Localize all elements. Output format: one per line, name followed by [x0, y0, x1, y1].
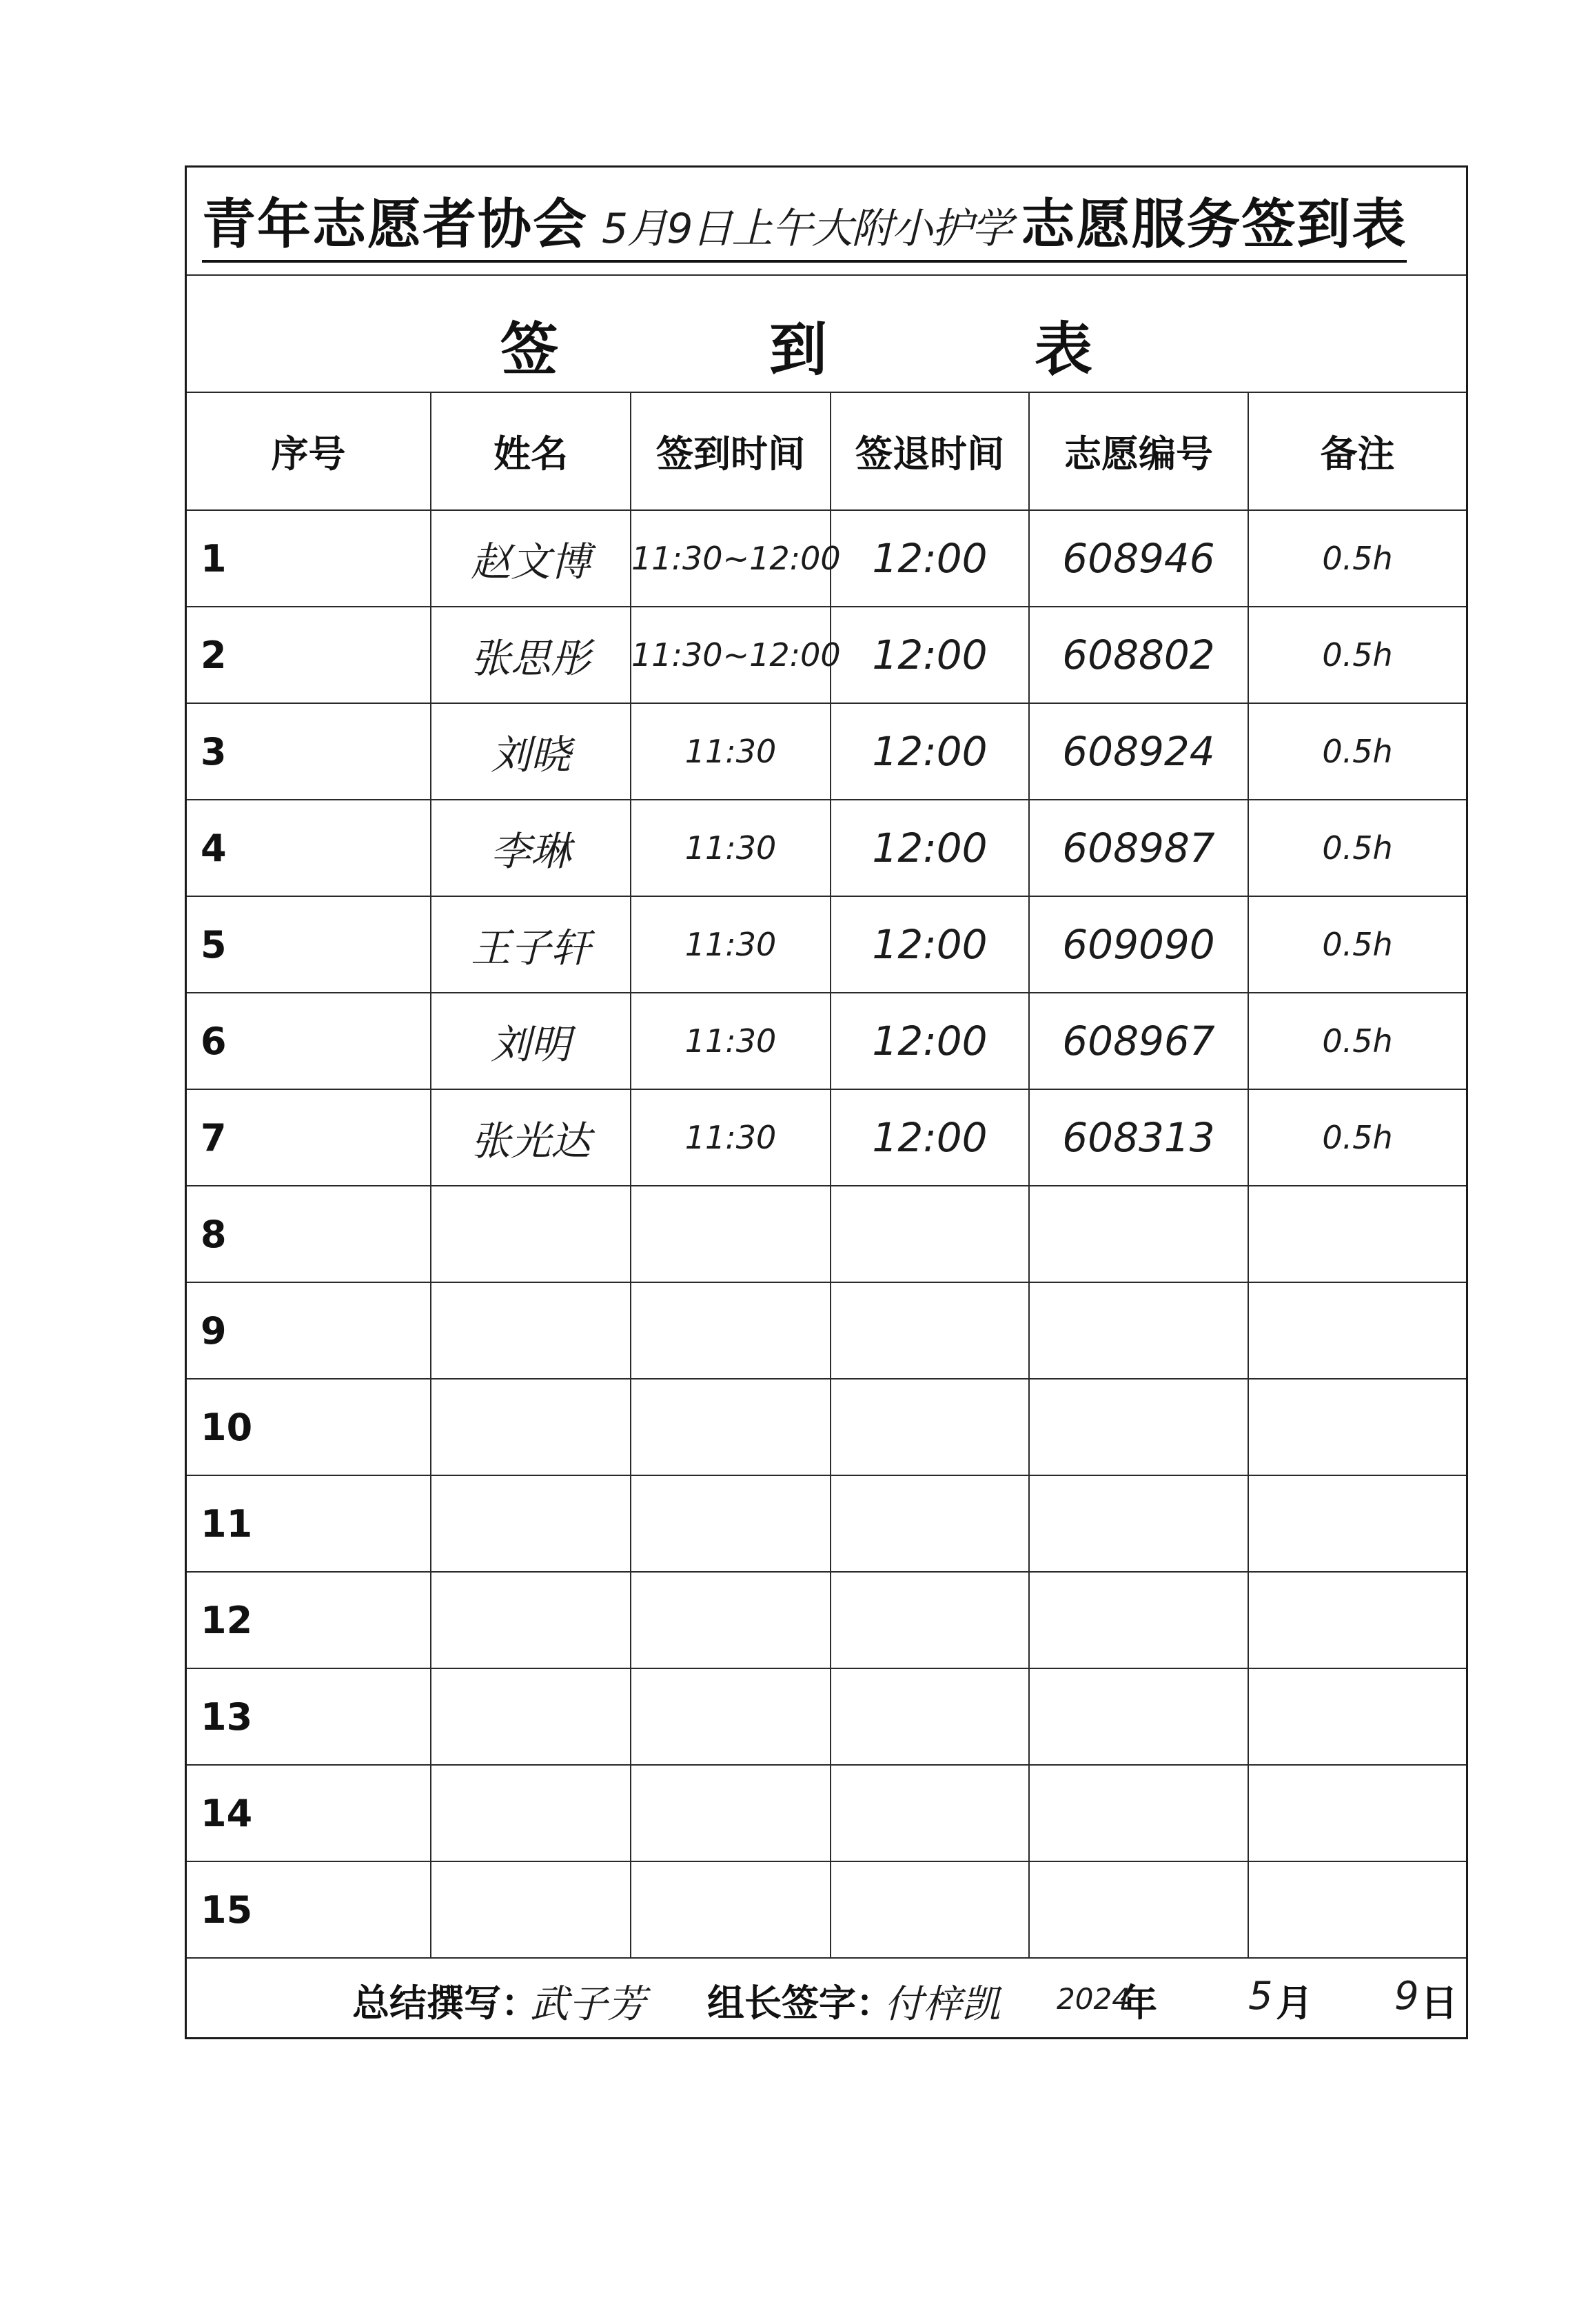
volunteer-name-cell	[431, 1668, 631, 1765]
sign-in-time-cell: 11:30~12:00	[631, 607, 831, 703]
volunteer-id-cell	[1029, 1668, 1248, 1765]
table-row	[187, 510, 1466, 607]
table-row	[187, 896, 1466, 993]
volunteer-name-cell: 赵文博	[431, 510, 631, 607]
table-row	[187, 800, 1466, 896]
leader-label: 组长签字：	[707, 1981, 893, 2025]
banner-char-2: 到	[769, 316, 828, 383]
sign-in-time-cell: 11:30~12:00	[631, 510, 831, 607]
volunteer-id-cell: 608313	[1029, 1089, 1248, 1186]
volunteer-id-cell	[1029, 1861, 1248, 1958]
volunteer-name-cell	[431, 1572, 631, 1668]
sign-in-time-cell: 11:30	[631, 800, 831, 896]
row-index-cell: 8	[187, 1186, 431, 1282]
sign-out-time-cell: 12:00	[831, 607, 1029, 703]
org-name: 青年志愿者协会	[202, 194, 589, 256]
row-index-cell: 15	[187, 1861, 431, 1958]
volunteer-id-cell: 608987	[1029, 800, 1248, 896]
sign-in-time-cell	[631, 1475, 831, 1572]
month-label: 月	[1276, 1981, 1313, 2025]
row-index-cell: 5	[187, 896, 431, 993]
volunteer-name-cell: 张思彤	[431, 607, 631, 703]
sheet-title	[202, 181, 1407, 263]
sign-out-time-cell	[831, 1765, 1029, 1861]
volunteer-name-cell: 张光达	[431, 1089, 631, 1186]
note-cell: 0.5h	[1248, 800, 1466, 896]
volunteer-name-cell	[431, 1379, 631, 1475]
sign-in-time-cell	[631, 1861, 831, 1958]
volunteer-name-cell: 刘明	[431, 993, 631, 1089]
volunteer-id-cell	[1029, 1572, 1248, 1668]
sign-out-time-cell	[831, 1379, 1029, 1475]
summary-label: 总结撰写：	[352, 1981, 538, 2025]
volunteer-name-cell	[431, 1475, 631, 1572]
row-index-cell: 7	[187, 1089, 431, 1186]
row-index-cell: 3	[187, 703, 431, 800]
volunteer-name-cell	[431, 1861, 631, 1958]
volunteer-name-cell	[431, 1765, 631, 1861]
volunteer-id-cell	[1029, 1475, 1248, 1572]
table-row	[187, 1861, 1466, 1958]
sign-in-table-area	[187, 393, 1466, 1967]
table-row	[187, 1186, 1466, 1282]
volunteer-name-cell	[431, 1282, 631, 1379]
volunteer-name-cell: 刘晓	[431, 703, 631, 800]
note-cell: 0.5h	[1248, 510, 1466, 607]
row-index-cell: 13	[187, 1668, 431, 1765]
sign-in-time-cell	[631, 1765, 831, 1861]
sign-out-time-cell: 12:00	[831, 703, 1029, 800]
footer-row	[187, 1946, 1466, 2037]
note-cell	[1248, 1668, 1466, 1765]
header-volunteer-id: 志愿编号	[1029, 393, 1248, 510]
table-row	[187, 703, 1466, 800]
sign-out-time-cell	[831, 1861, 1029, 1958]
volunteer-id-cell: 608946	[1029, 510, 1248, 607]
sign-in-table	[187, 393, 1466, 1959]
note-cell	[1248, 1379, 1466, 1475]
row-index-cell: 1	[187, 510, 431, 607]
volunteer-id-cell: 608967	[1029, 993, 1248, 1089]
note-cell	[1248, 1282, 1466, 1379]
sign-in-time-cell: 11:30	[631, 703, 831, 800]
header-note: 备注	[1248, 393, 1466, 510]
volunteer-id-cell	[1029, 1282, 1248, 1379]
row-index-cell: 2	[187, 607, 431, 703]
table-row	[187, 1282, 1466, 1379]
row-index-cell: 14	[187, 1765, 431, 1861]
table-row	[187, 607, 1466, 703]
year-label: 年	[1120, 1981, 1157, 2025]
table-row	[187, 1668, 1466, 1765]
sign-in-time-cell	[631, 1379, 831, 1475]
note-cell	[1248, 1186, 1466, 1282]
sign-in-time-cell: 11:30	[631, 993, 831, 1089]
sign-out-time-cell: 12:00	[831, 993, 1029, 1089]
leader-signature: 付梓凯	[884, 1982, 1000, 2027]
sign-out-time-cell	[831, 1572, 1029, 1668]
sign-in-sheet	[185, 165, 1468, 2039]
volunteer-id-cell	[1029, 1379, 1248, 1475]
banner-char-1: 签	[500, 316, 559, 383]
sign-out-time-cell: 12:00	[831, 510, 1029, 607]
row-index-cell: 12	[187, 1572, 431, 1668]
sign-in-time-cell	[631, 1186, 831, 1282]
table-row	[187, 993, 1466, 1089]
sign-in-time-cell	[631, 1668, 831, 1765]
sign-out-time-cell: 12:00	[831, 1089, 1029, 1186]
header-name: 姓名	[431, 393, 631, 510]
volunteer-id-cell: 609090	[1029, 896, 1248, 993]
note-cell	[1248, 1765, 1466, 1861]
sign-out-time-cell	[831, 1668, 1029, 1765]
activity-name: 5月9日上午大附小护学	[602, 205, 1012, 253]
table-row	[187, 1089, 1466, 1186]
header-index: 序号	[187, 393, 431, 510]
day-value: 9	[1394, 1974, 1419, 2019]
row-index-cell: 4	[187, 800, 431, 896]
note-cell: 0.5h	[1248, 993, 1466, 1089]
row-index-cell: 6	[187, 993, 431, 1089]
volunteer-id-cell	[1029, 1765, 1248, 1861]
title-row	[187, 168, 1466, 276]
banner-char-3: 表	[1035, 316, 1093, 383]
header-row	[187, 393, 1466, 510]
row-index-cell: 11	[187, 1475, 431, 1572]
table-row	[187, 1475, 1466, 1572]
note-cell	[1248, 1475, 1466, 1572]
note-cell: 0.5h	[1248, 1089, 1466, 1186]
note-cell: 0.5h	[1248, 703, 1466, 800]
note-cell	[1248, 1861, 1466, 1958]
sign-in-time-cell	[631, 1572, 831, 1668]
note-cell: 0.5h	[1248, 896, 1466, 993]
volunteer-id-cell: 608924	[1029, 703, 1248, 800]
header-sign-in-time: 签到时间	[631, 393, 831, 510]
title-suffix: 志愿服务签到表	[1021, 194, 1407, 256]
table-row	[187, 1379, 1466, 1475]
volunteer-name-cell: 李琳	[431, 800, 631, 896]
volunteer-name-cell: 王子轩	[431, 896, 631, 993]
sign-in-time-cell	[631, 1282, 831, 1379]
note-cell	[1248, 1572, 1466, 1668]
sign-out-time-cell	[831, 1282, 1029, 1379]
year-value: 2024	[1057, 1982, 1130, 2016]
sign-in-time-cell: 11:30	[631, 896, 831, 993]
note-cell: 0.5h	[1248, 607, 1466, 703]
banner-row	[187, 276, 1466, 393]
sign-out-time-cell	[831, 1475, 1029, 1572]
summary-writer: 武子芳	[530, 1982, 646, 2027]
table-row	[187, 1765, 1466, 1861]
row-index-cell: 9	[187, 1282, 431, 1379]
month-value: 5	[1248, 1974, 1273, 2019]
sign-out-time-cell: 12:00	[831, 800, 1029, 896]
sign-in-time-cell: 11:30	[631, 1089, 831, 1186]
sign-out-time-cell	[831, 1186, 1029, 1282]
table-row	[187, 1572, 1466, 1668]
day-label: 日	[1421, 1981, 1458, 2025]
volunteer-name-cell	[431, 1186, 631, 1282]
row-index-cell: 10	[187, 1379, 431, 1475]
sign-out-time-cell: 12:00	[831, 896, 1029, 993]
volunteer-id-cell: 608802	[1029, 607, 1248, 703]
volunteer-id-cell	[1029, 1186, 1248, 1282]
header-sign-out-time: 签退时间	[831, 393, 1029, 510]
